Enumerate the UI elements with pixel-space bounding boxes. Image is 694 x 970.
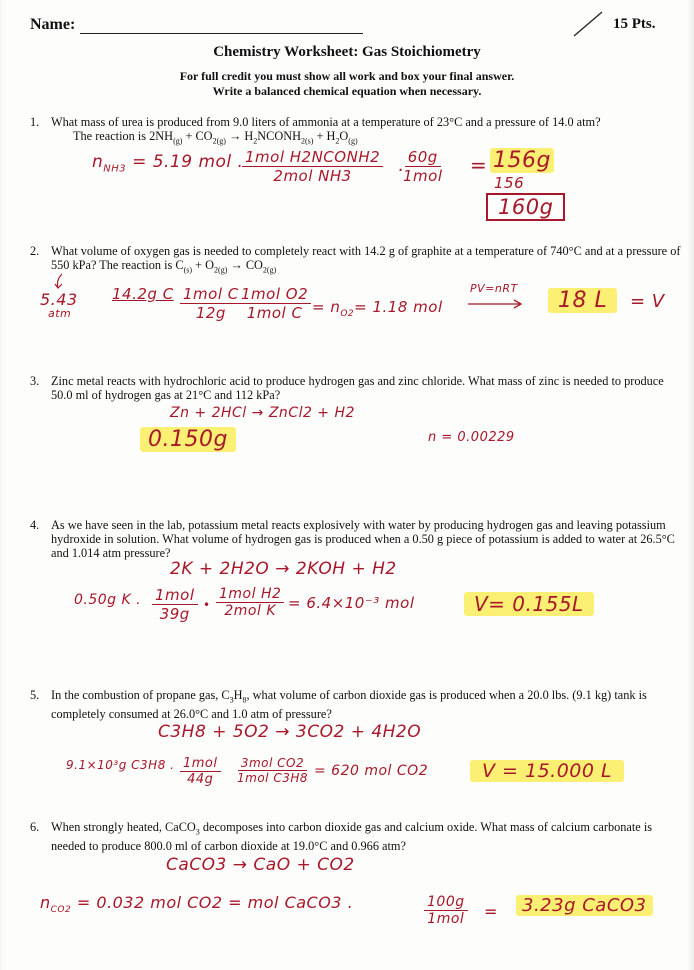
q5-handwritten-mass: 9.1×10³g C3H8 . (66, 758, 175, 772)
q1-handwritten-fraction-1: $\frac{\text{1mol H2NCONH2}}{\text{2mol NH3}}$ . (242, 148, 415, 185)
question-5-text: In the combustion of propane gas, $C_3H_8$, what volume of carbon dioxide gas is produced when a 20.0 lbs. (9.1 kg) tank is completely consumed at 26.0°C and 1.0 atm of pressure? (51, 688, 647, 722)
question-2-reaction: 550 kPa? The reaction is $C_{(s)} + O_{2(g)} \to CO_{2(g)}$ (51, 258, 277, 275)
q5-answer-highlight: V = 15.000 L (470, 760, 624, 782)
grader-check-mark (570, 8, 606, 40)
q4-answer-highlight: V= 0.155L (464, 592, 594, 616)
q4-handwritten-mass: 0.50g K . (74, 592, 142, 608)
q6-handwritten-moles: $n_{CO2} = 0.032$ mol CO2 = mol CaCO3 . (40, 893, 354, 916)
question-1-reaction: The reaction is $2NH_{(g)} + CO_{2(g)}$ → $H_2NCONH_{2(s)} + H_2O_{(g)}$ (73, 129, 358, 146)
q2-answer-highlight: 18 L (548, 288, 617, 313)
q3-handwritten-moles: n = 0.00229 (428, 430, 515, 445)
q4-handwritten-fraction-1: $\frac{\text{1mol}}{39g}$ (152, 586, 198, 623)
question-2-number: 2. (30, 244, 40, 258)
name-label: Name: (30, 16, 76, 33)
page-title: Chemistry Worksheet: Gas Stoichiometry (213, 44, 481, 60)
q2-handwritten-fraction-1: $\frac{\text{1mol C}}{12g}$ (180, 285, 242, 322)
q2-handwritten-moles: = $n_{O2}= 1.18$ mol (312, 298, 443, 319)
q5-handwritten-moles: = 620 mol CO2 (314, 763, 429, 779)
q4-handwritten-equation: 2K + 2H2O → 2KOH + H2 (170, 559, 397, 579)
instruction-line-1: For full credit you must show all work and box your final answer. (179, 69, 515, 83)
q6-equals: = (484, 902, 498, 921)
question-5-number: 5. (30, 688, 40, 702)
q1-handwritten-fraction-2: $\frac{60g}{\text{1mol}}$ (403, 148, 443, 185)
q1-equals: = (470, 153, 488, 177)
q2-handwritten-fraction-2: $\frac{\text{1mol O2}}{\text{1mol C}}$ (238, 285, 311, 322)
question-4-text: As we have seen in the lab, potassium metal reacts explosively with water by producing hydrogen gas and leaving potassium hydroxide in solution. What volume of hydrogen gas is produced when a 0.50 g piece of potassium is added to water at 26.5°C and 1.014 atm pressure? (51, 518, 675, 560)
question-1-text: What mass of urea is produced from 9.0 liters of ammonia at a temperature of 23°C and a pressure of 14.0 atm? The reaction is $2NH_{(g)} + CO_{2(g)}$ → $H_2NCONH_{2(s)} + H_2O_{(g)}$ (51, 115, 691, 148)
question-1-number: 1. (30, 115, 40, 129)
q2-handwritten-mass: 14.2g C (112, 285, 174, 303)
q4-handwritten-fraction-2: $\frac{\text{1mol H2}}{\text{2mol K}}$ (216, 586, 284, 619)
question-4-number: 4. (30, 518, 40, 532)
instruction-line-2: Write a balanced chemical equation when necessary. (212, 84, 482, 98)
question-2-text: What volume of oxygen gas is needed to completely react with 14.2 g of graphite at a temperature of 740°C and at a pressure of 550 kPa? The reaction is $C_{(s)} + O_{2(g)} \to CO_{2(g)}$ (51, 244, 691, 277)
q5-handwritten-fraction-2: $\frac{\text{3mol CO2}}{\text{1mol C3H8}}$ (237, 756, 308, 785)
question-3-number: 3. (30, 374, 40, 388)
q2-handwritten-atm-unit: atm (48, 307, 72, 320)
q3-handwritten-equation: Zn + 2HCl → ZnCl2 + H2 (170, 405, 355, 421)
q5-handwritten-equation: C3H8 + 5O2 → 3CO2 + 4H2O (158, 722, 422, 742)
q6-handwritten-equation: CaCO3 → CaO + CO2 (166, 855, 355, 875)
question-3-text: Zinc metal reacts with hydrochloric acid to produce hydrogen gas and zinc chloride. What mass of zinc is needed to produce 50.0 ml of hydrogen gas at 21°C and 112 kPa? (51, 374, 664, 402)
q2-arrow-mark (52, 272, 66, 290)
q2-handwritten-atm: 5.43 (40, 290, 78, 309)
q2-arrow (466, 298, 526, 310)
q4-handwritten-dot: • (203, 598, 211, 612)
q5-handwritten-fraction-1: $\frac{\text{1mol}}{44g}$ (180, 756, 221, 787)
q1-answer-rounded: 156 (494, 174, 525, 192)
points-label: 15 Pts. (613, 16, 656, 32)
question-6-number: 6. (30, 820, 40, 834)
q6-handwritten-fraction: $\frac{100g}{\text{1mol}}$ (424, 894, 468, 927)
q1-boxed-answer: 160g (486, 193, 565, 221)
q3-answer-highlight: 0.150g (140, 427, 236, 452)
q4-handwritten-moles: = 6.4×10⁻³ mol (288, 594, 415, 612)
q2-handwritten-pvnrt: PV=nRT (470, 282, 518, 295)
q1-handwritten-moles: $n_{NH3} = 5.19$ mol . (92, 152, 244, 175)
q1-answer-highlight: 156g (490, 148, 554, 173)
question-6-text: When strongly heated, CaCO$_3$ decomposes into carbon dioxide gas and calcium oxide. What mass of calcium carbonate is needed to produce 800.0 ml of carbon dioxide at 19.0°C and 0.966 atm? (51, 820, 653, 854)
q6-answer-highlight: 3.23g CaCO3 (516, 895, 653, 916)
name-line (80, 32, 363, 34)
q2-answer-tail: = V (630, 291, 665, 312)
